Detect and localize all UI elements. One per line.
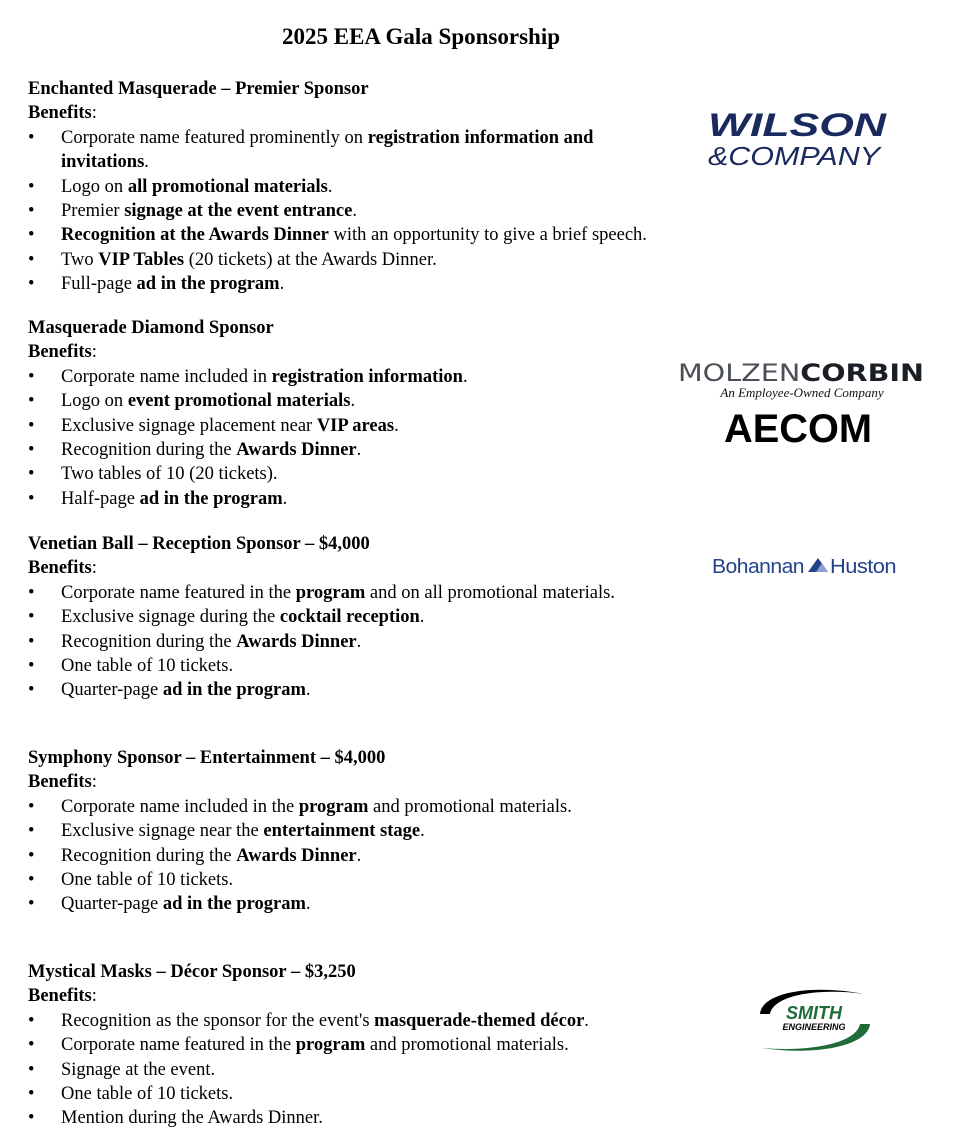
benefits-list <box>28 581 718 703</box>
bullet-icon: • <box>28 440 35 461</box>
list-item: • Exclusive signage near the entertainment stage. <box>28 819 718 843</box>
svg-text:&COMPANY: &COMPANY <box>708 141 882 170</box>
benefits-list <box>28 126 718 297</box>
list-item: • Corporate name featured in the program and promotional materials. <box>28 1033 718 1057</box>
bullet-icon: • <box>28 582 35 603</box>
bullet-icon: • <box>28 127 35 148</box>
section-premier-sponsor <box>28 77 718 297</box>
list-item: • Recognition during the Awards Dinner. <box>28 630 718 654</box>
section-title: Symphony Sponsor – Entertainment – $4,000 <box>28 748 386 768</box>
list-item: • Recognition during the Awards Dinner. <box>28 844 718 868</box>
svg-text:AECOM: AECOM <box>724 407 872 448</box>
list-item: • Premier signage at the event entrance. <box>28 199 718 223</box>
bullet-icon: • <box>28 415 35 436</box>
bullet-icon: • <box>28 1010 35 1031</box>
benefits-list <box>28 365 718 511</box>
section-entertainment-sponsor <box>28 746 718 917</box>
list-item: • Exclusive signage during the cocktail reception. <box>28 605 718 629</box>
aecom-logo <box>724 406 874 448</box>
list-item: • Logo on all promotional materials. <box>28 175 718 199</box>
list-item: • One table of 10 tickets. <box>28 868 718 892</box>
list-item: • Recognition during the Awards Dinner. <box>28 438 718 462</box>
wilson-company-logo <box>708 110 888 170</box>
bohannan-huston-logo <box>712 552 902 580</box>
section-title: Mystical Masks – Décor Sponsor – $3,250 <box>28 962 356 982</box>
bullet-icon: • <box>28 1084 35 1105</box>
section-diamond-sponsor <box>28 316 718 511</box>
list-item: • Corporate name included in the program and promotional materials. <box>28 795 718 819</box>
bullet-icon: • <box>28 1059 35 1080</box>
bullet-icon: • <box>28 1108 35 1129</box>
list-item: • Full-page ad in the program. <box>28 272 718 296</box>
list-item: • Quarter-page ad in the program. <box>28 678 718 702</box>
list-item: • Corporate name featured prominently on registration information and invitations. <box>28 127 594 173</box>
list-item: • Exclusive signage placement near VIP areas. <box>28 414 718 438</box>
list-item: • One table of 10 tickets. <box>28 654 718 678</box>
svg-text:MOLZENCORBIN: MOLZEN CORBIN <box>678 359 905 387</box>
benefits-label: Benefits: <box>28 986 97 1007</box>
section-title: Venetian Ball – Reception Sponsor – $4,000 <box>28 534 370 554</box>
benefits-list <box>28 795 718 917</box>
bullet-icon: • <box>28 1035 35 1056</box>
list-item: • Corporate name included in registration information. <box>28 365 718 389</box>
benefits-label: Benefits: <box>28 558 97 579</box>
bullet-icon: • <box>28 845 35 866</box>
svg-text:SMITH: SMITH <box>786 1003 842 1023</box>
bullet-icon: • <box>28 821 35 842</box>
list-item: • Logo on event promotional materials. <box>28 389 718 413</box>
list-item: • Corporate name featured in the program and on all promotional materials. <box>28 581 718 605</box>
bullet-icon: • <box>28 631 35 652</box>
benefits-label: Benefits: <box>28 772 97 793</box>
bullet-icon: • <box>28 201 35 222</box>
list-item: • Half-page ad in the program. <box>28 487 718 511</box>
bullet-icon: • <box>28 488 35 509</box>
bullet-icon: • <box>28 464 35 485</box>
section-title: Masquerade Diamond Sponsor <box>28 318 274 338</box>
bullet-icon: • <box>28 680 35 701</box>
benefits-label: Benefits: <box>28 342 97 363</box>
benefits-label: Benefits: <box>28 103 97 124</box>
bullet-icon: • <box>28 607 35 628</box>
smith-engineering-logo <box>752 984 876 1056</box>
list-item: • Signage at the event. <box>28 1058 718 1082</box>
svg-text:Bohannan: Bohannan <box>712 556 804 578</box>
section-reception-sponsor <box>28 532 718 703</box>
bullet-icon: • <box>28 391 35 412</box>
molzen-corbin-logo <box>678 357 926 403</box>
benefits-list <box>28 1009 718 1131</box>
list-item: • Two VIP Tables (20 tickets) at the Awards Dinner. <box>28 248 718 272</box>
svg-text:An Employee-Owned Company: An Employee-Owned Company <box>720 385 884 400</box>
bullet-icon: • <box>28 366 35 387</box>
svg-text:Huston: Huston <box>830 556 896 578</box>
bullet-icon: • <box>28 249 35 270</box>
bullet-icon: • <box>28 894 35 915</box>
bullet-icon: • <box>28 274 35 295</box>
list-item: • Recognition at the Awards Dinner with an opportunity to give a brief speech. <box>28 223 718 247</box>
page-title: 2025 EEA Gala Sponsorship <box>281 24 560 49</box>
bullet-icon: • <box>28 656 35 677</box>
svg-text:ENGINEERING: ENGINEERING <box>782 1022 846 1032</box>
bullet-icon: • <box>28 870 35 891</box>
bullet-icon: • <box>28 176 35 197</box>
list-item: • Quarter-page ad in the program. <box>28 892 718 916</box>
list-item: • Mention during the Awards Dinner. <box>28 1106 718 1130</box>
list-item: • One table of 10 tickets. <box>28 1082 718 1106</box>
list-item: • Two tables of 10 (20 tickets). <box>28 462 718 486</box>
section-decor-sponsor <box>28 960 718 1131</box>
bullet-icon: • <box>28 225 35 246</box>
bullet-icon: • <box>28 796 35 817</box>
section-title: Enchanted Masquerade – Premier Sponsor <box>28 79 369 99</box>
svg-text:WILSON: WILSON <box>708 110 888 143</box>
list-item: • Recognition as the sponsor for the event's masquerade-themed décor. <box>28 1009 718 1033</box>
